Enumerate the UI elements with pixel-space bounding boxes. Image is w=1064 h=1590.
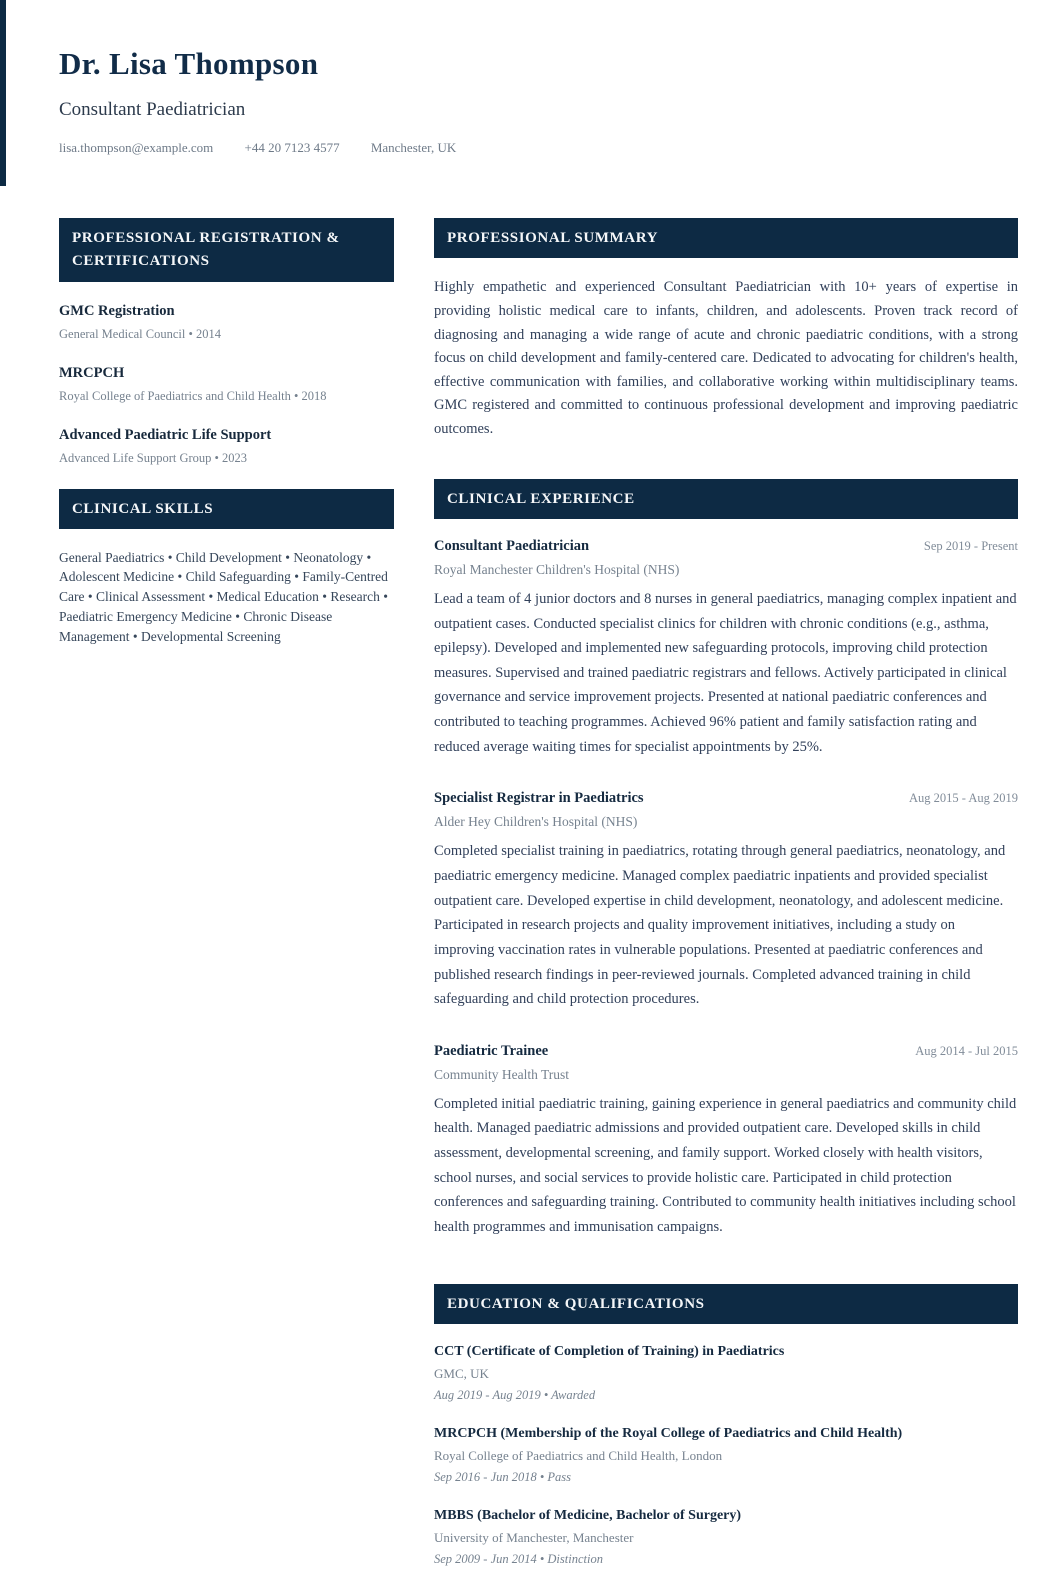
certification-detail: General Medical Council • 2014 <box>59 326 221 341</box>
job-company: Royal Manchester Children's Hospital (NHS) <box>434 561 680 577</box>
education-item <box>434 1508 1018 1567</box>
education-dates: Sep 2009 - Jun 2014 • Distinction <box>434 1551 603 1566</box>
education-item <box>434 1344 1018 1403</box>
certifications-section <box>59 218 394 466</box>
education-degree: MRCPCH (Membership of the Royal College of Paediatrics and Child Health) <box>434 1425 903 1441</box>
job-company: Community Health Trust <box>434 1066 570 1082</box>
left-column <box>59 218 394 1590</box>
certification-name: MRCPCH <box>59 364 125 381</box>
job-dates: Aug 2015 - Aug 2019 <box>908 791 1018 806</box>
contact-email: lisa.thompson@example.com <box>59 140 214 155</box>
contact-line <box>59 140 1014 156</box>
right-column <box>434 218 1018 1590</box>
job-entry <box>434 1043 1018 1240</box>
resume-header <box>59 46 1014 156</box>
job-company: Alder Hey Children's Hospital (NHS) <box>434 814 638 830</box>
job-title: Consultant Paediatrician <box>434 537 590 554</box>
contact-phone: +44 20 7123 4577 <box>244 140 340 155</box>
skills-text: General Paediatrics • Child Development • Neonatology • Adolescent Medicine • Child Safeguarding • Family-Centred Care • Clinical Assessment • Medical Education • Research • Paediatric Emergency Medicine • Chronic Disease Management • Developmental Screening <box>59 549 388 644</box>
education-section <box>434 1284 1018 1567</box>
skills-section <box>59 489 394 647</box>
education-dates: Aug 2019 - Aug 2019 • Awarded <box>434 1387 596 1402</box>
experience-heading: CLINICAL EXPERIENCE <box>434 479 1018 519</box>
job-title: Paediatric Trainee <box>434 1042 549 1059</box>
candidate-job-title: Consultant Paediatrician <box>59 99 246 120</box>
education-dates: Sep 2016 - Jun 2018 • Pass <box>434 1469 571 1484</box>
experience-section <box>434 479 1018 1240</box>
summary-section <box>434 218 1018 442</box>
education-item <box>434 1426 1018 1485</box>
job-entry <box>434 790 1018 1011</box>
certification-detail: Advanced Life Support Group • 2023 <box>59 450 248 465</box>
job-title: Specialist Registrar in Paediatrics <box>434 790 644 807</box>
contact-location: Manchester, UK <box>370 140 457 155</box>
education-list <box>434 1344 1018 1567</box>
summary-text: Highly empathetic and experienced Consultant Paediatrician with 10+ years of expertise in providing holistic medical care to infants, children, and adolescents. Proven track record of diagnosing and managing a wide range of acute and chronic paediatric conditions, with a strong focus on child development and family-centered care. Dedicated to advocating for children's health, effective communication with families, and collaborative working within multidisciplinary teams. GMC registered and committed to continuous professional development and improving paediatric outcomes. <box>434 279 1018 437</box>
job-head <box>434 538 1018 555</box>
certification-name: GMC Registration <box>59 302 175 319</box>
certification-item <box>59 365 394 404</box>
education-heading: EDUCATION & QUALIFICATIONS <box>434 1284 1018 1324</box>
certification-list <box>59 303 394 466</box>
job-description: Completed initial paediatric training, gaining experience in general paediatrics and community child health. Managed paediatric admissions and provided outpatient care. Developed skills in child assessment, developmental screening, and family support. Worked closely with health visitors, school nurses, and social services to provide holistic care. Participated in child protection conferences and safeguarding training. Contributed to community health initiatives including school health programmes and immunisation campaigns. <box>434 1095 1017 1236</box>
certification-item <box>59 427 394 466</box>
certification-name: Advanced Paediatric Life Support <box>59 426 272 443</box>
education-institution: Royal College of Paediatrics and Child Health, London <box>434 1447 723 1463</box>
education-institution: University of Manchester, Manchester <box>434 1529 634 1545</box>
certification-detail: Royal College of Paediatrics and Child Health • 2018 <box>59 388 327 403</box>
education-institution: GMC, UK <box>434 1365 489 1381</box>
job-dates: Sep 2019 - Present <box>923 538 1018 553</box>
certifications-heading: PROFESSIONAL REGISTRATION & CERTIFICATIONS <box>59 218 394 282</box>
job-description: Lead a team of 4 junior doctors and 8 nurses in general paediatrics, managing complex inpatient and outpatient cases. Conducted specialist clinics for children with chronic conditions (e.g., asthma, epilepsy). Developed and implemented new safeguarding protocols, improving child protection measures. Supervised and trained paediatric registrars and fellows. Actively participated in clinical governance and service improvement projects. Presented at national paediatric conferences and contributed to teaching programmes. Achieved 96% patient and family satisfaction rating and reduced average waiting times for specialist appointments by 25%. <box>434 590 1017 755</box>
certification-item <box>59 303 394 342</box>
education-degree: MBBS (Bachelor of Medicine, Bachelor of Surgery) <box>434 1507 742 1523</box>
job-head <box>434 1043 1018 1060</box>
accent-bar <box>0 0 6 186</box>
resume-columns <box>59 218 1018 1590</box>
job-entry <box>434 538 1018 759</box>
skills-heading: CLINICAL SKILLS <box>59 489 394 529</box>
job-dates: Aug 2014 - Jul 2015 <box>915 1043 1018 1058</box>
candidate-name: Dr. Lisa Thompson <box>59 46 319 81</box>
summary-heading: PROFESSIONAL SUMMARY <box>434 218 1018 258</box>
job-description: Completed specialist training in paediatrics, rotating through general paediatrics, neonatology, and paediatric emergency medicine. Managed complex paediatric inpatients and provided specialist outpatient care. Developed expertise in child development, neonatology, and adolescent medicine. Participated in research projects and quality improvement initiatives, including a study on improving vaccination rates in vulnerable populations. Presented at paediatric conferences and published research findings in peer-reviewed journals. Completed advanced training in child safeguarding and child protection procedures. <box>434 843 1006 1008</box>
education-degree: CCT (Certificate of Completion of Training) in Paediatrics <box>434 1343 785 1359</box>
job-head <box>434 790 1018 807</box>
